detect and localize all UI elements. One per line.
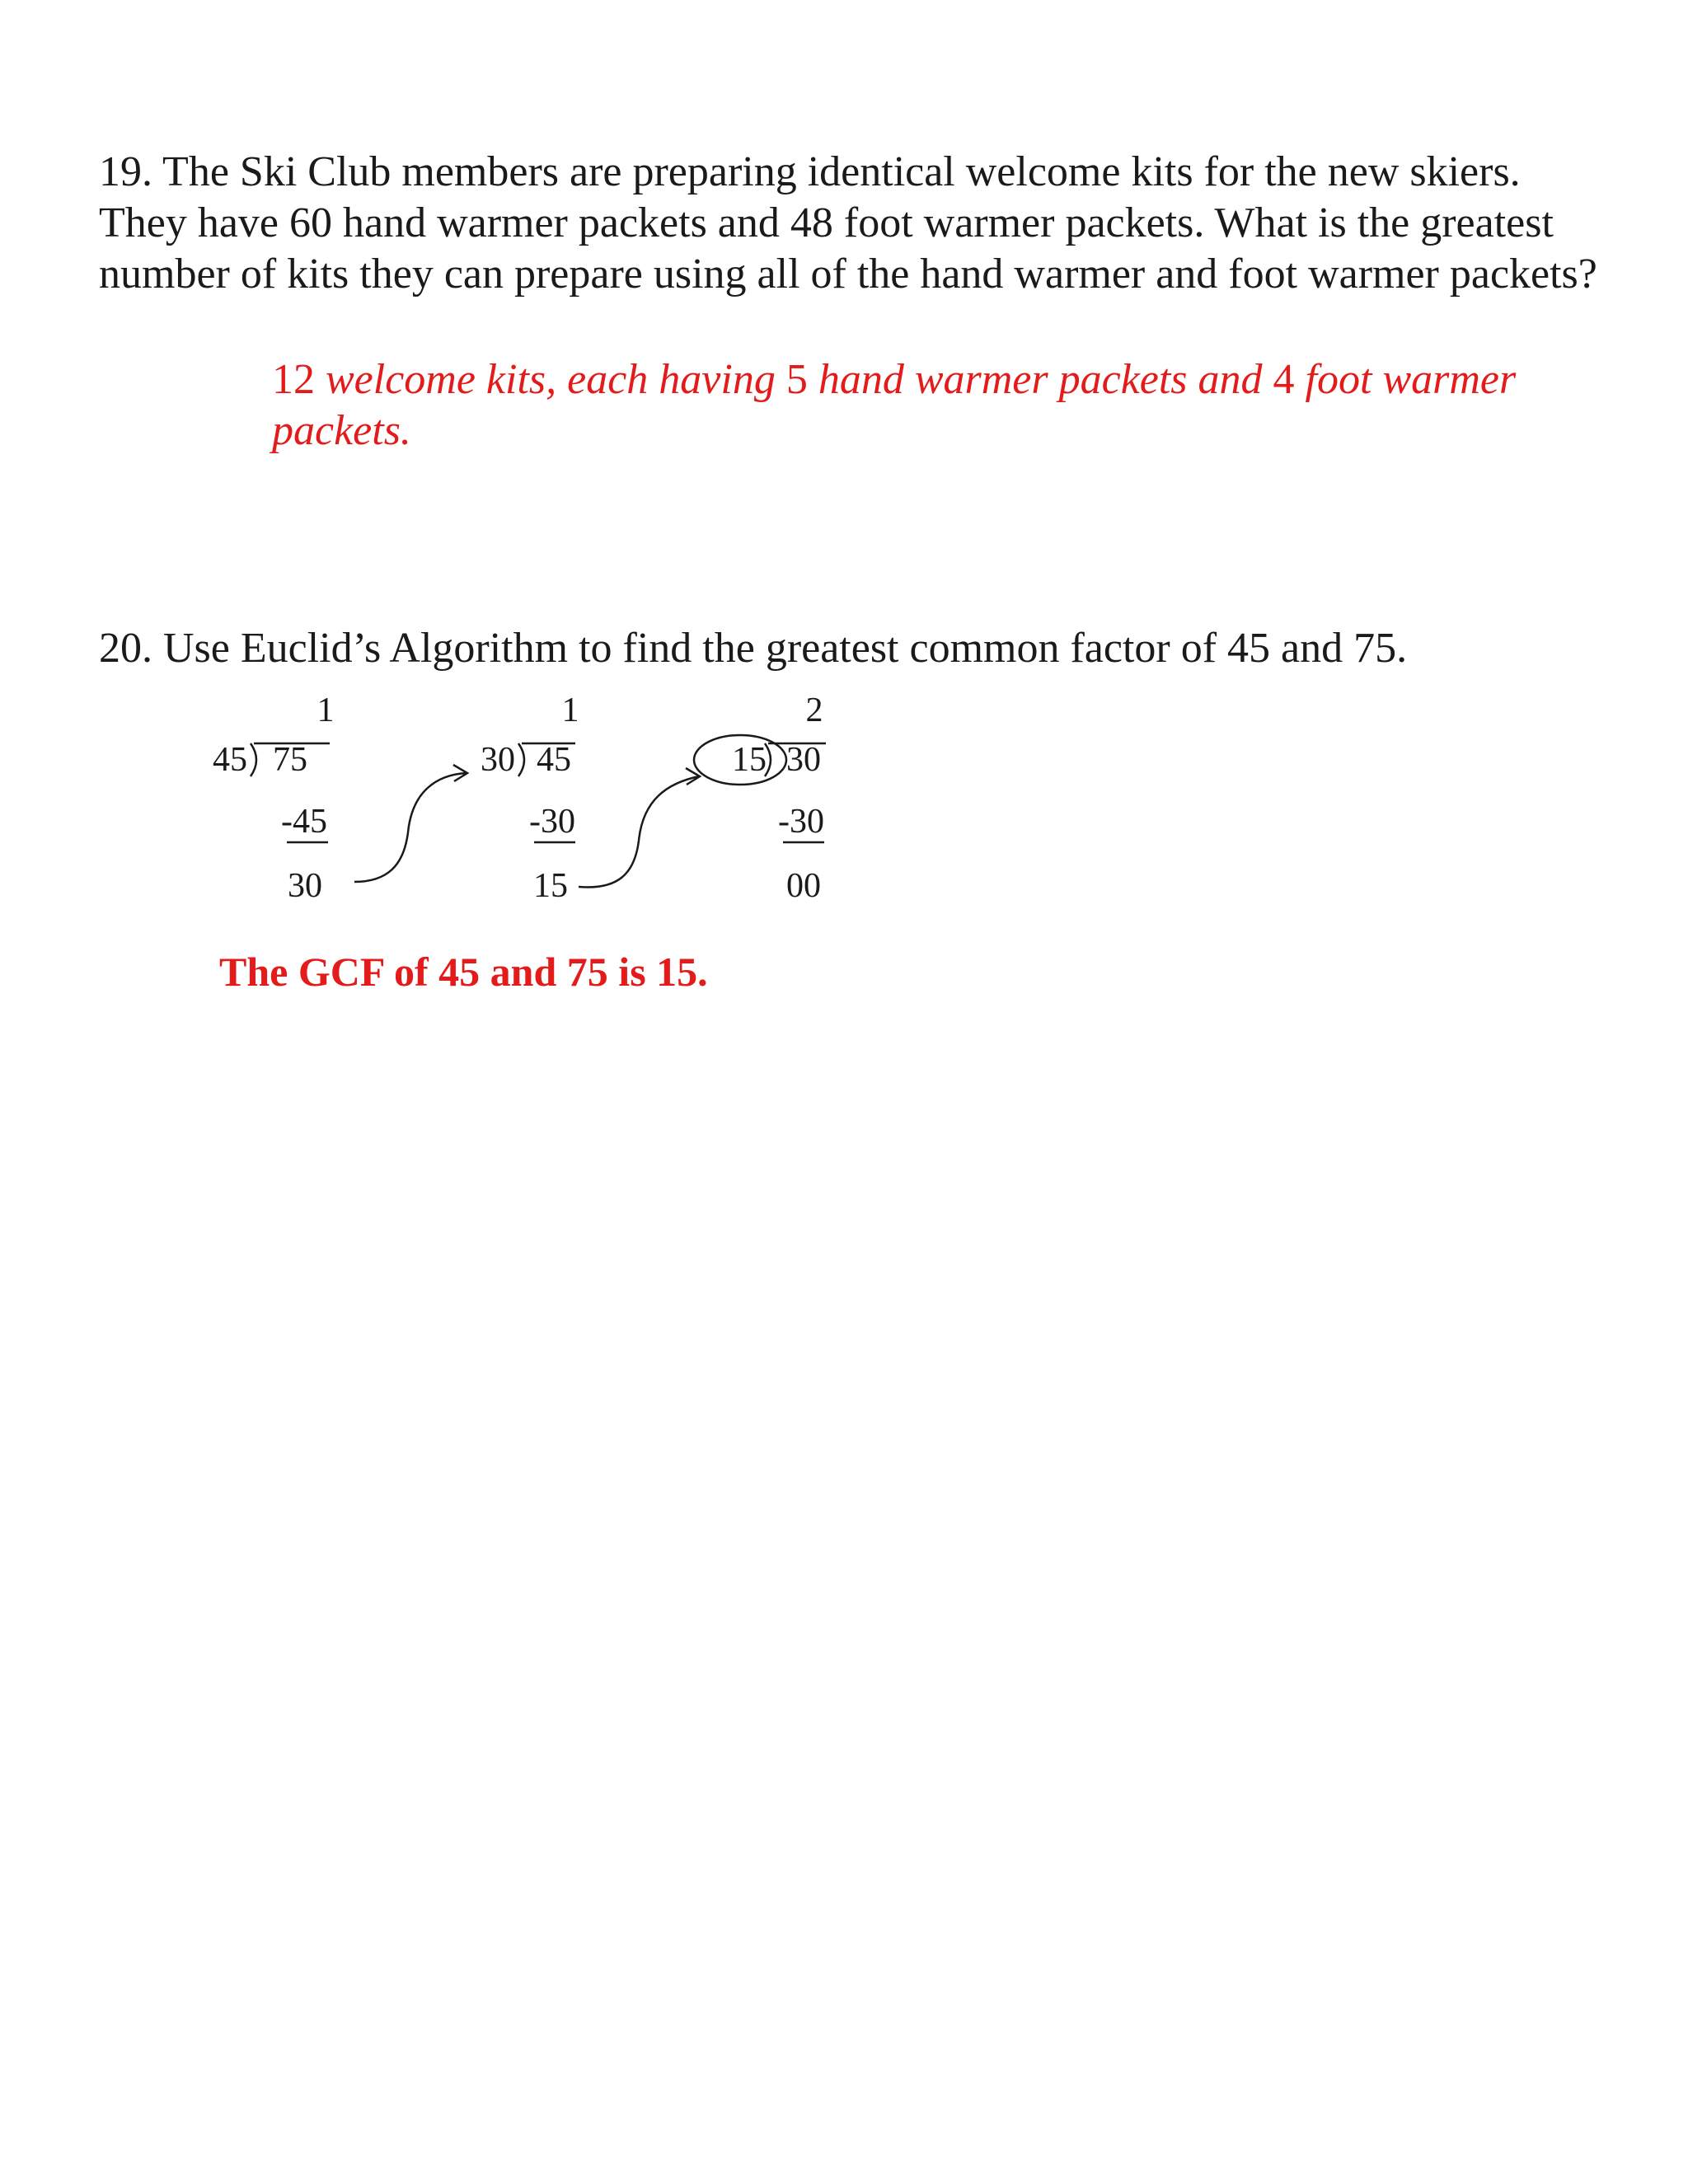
problem-20-question: 20. Use Euclid’s Algorithm to find the greatest common factor of 45 and 75. bbox=[99, 625, 1408, 672]
step1-dividend: 75 bbox=[273, 741, 307, 779]
step1-subtract: -45 bbox=[281, 803, 327, 841]
euclid-algorithm-diagram bbox=[198, 684, 874, 931]
answer-foot-count: 4 bbox=[1273, 356, 1295, 403]
step1-divisor: 45 bbox=[213, 741, 247, 779]
step2-division-bracket bbox=[518, 743, 524, 776]
answer-kits-count: 12 bbox=[272, 356, 315, 403]
problem-19-answer bbox=[272, 354, 1624, 457]
step2-dividend: 45 bbox=[537, 741, 571, 779]
answer-text-3: foot warmer packets. bbox=[272, 356, 1517, 454]
answer-text-2: hand warmer packets and bbox=[807, 356, 1273, 403]
step2-divisor: 30 bbox=[481, 741, 515, 779]
step3-subtract: -30 bbox=[778, 803, 824, 841]
problem-20-answer: The GCF of 45 and 75 is 15. bbox=[219, 949, 708, 995]
division-step-1 bbox=[213, 691, 335, 905]
step1-division-bracket bbox=[251, 743, 256, 776]
step1-remainder: 30 bbox=[288, 867, 322, 905]
step1-quotient: 1 bbox=[316, 691, 335, 729]
division-step-2 bbox=[481, 691, 579, 905]
answer-hand-count: 5 bbox=[785, 356, 808, 403]
step2-quotient: 1 bbox=[561, 691, 579, 729]
problem-19-question: 19. The Ski Club members are preparing identical welcome kits for the new skiers. They have 60 hand warmer packets and 48 foot warmer packets. What is the greatest number of kits they can prepare using all of the hand warmer and foot warmer packets? bbox=[99, 148, 1597, 298]
step3-divisor: 15 bbox=[732, 741, 767, 779]
step3-dividend: 30 bbox=[786, 741, 821, 779]
answer-text-1: welcome kits, each having bbox=[315, 356, 786, 403]
arrow-icon bbox=[579, 768, 700, 888]
step2-subtract: -30 bbox=[529, 803, 575, 841]
step3-quotient: 2 bbox=[805, 691, 823, 729]
step3-remainder: 00 bbox=[786, 867, 821, 905]
division-step-3 bbox=[694, 691, 826, 905]
step2-remainder: 15 bbox=[533, 867, 568, 905]
arrow-icon bbox=[354, 765, 467, 882]
